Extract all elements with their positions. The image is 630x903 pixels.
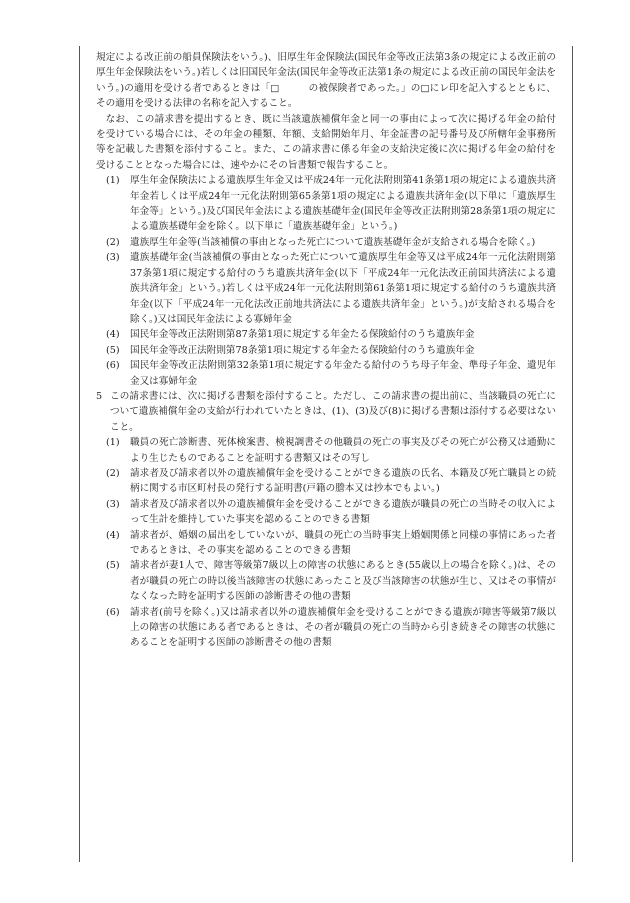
item-text: 厚生年金保険法による遺族厚生年金又は平成24年一元化法附則第41条第1項の規定による遺族共済年金若しくは平成24年一元化法附則第65条第1項の規定による遺族共済年金(以下単に「遺族厚生年金等」という。)及び国民年金法による遺族基礎年金(国民年金等改正法附則第28条第1項の規定による遺族基礎年金を除く。以下単に「遺族基礎年金」という。) [130,175,556,233]
item-text: 国民年金等改正法附則第32条第1項に規定する年金たる給付のうち母子年金、準母子年金、遺児年金又は寡婦年金 [130,360,556,387]
item-text: 請求者及び請求者以外の遺族補償年金を受けることができる遺族の氏名、本籍及び死亡職員との続柄に関する市区町村長の発行する証明書(戸籍の謄本又は抄本でもよい。) [130,467,556,495]
pension-item [96,343,556,358]
section-number: 5 [96,390,103,402]
pension-item [96,327,556,342]
pension-item [96,250,556,327]
item-text: 遺族基礎年金(当該補償の事由となった死亡について遺族厚生年金等又は平成24年一元化法附則第37条第1項に規定する給付のうち遺族共済年金(以下「平成24年一元化法改正前国共済法による遺族共済年金」という。)若しくは平成24年一元化法附則第61条第1項に規定する給付のうち遺族共済年金(以下「平成24年一元化法改正前地共済法による遺族共済年金」という。)が支給される場合を除く。)又は国民年金法による寡婦年金 [130,252,556,325]
pension-item [96,173,556,235]
item-number: (3) [106,252,120,264]
item-text: 国民年金等改正法附則第78条第1項に規定する年金たる保険給付のうち遺族年金 [130,344,475,356]
item-number: (6) [106,606,120,618]
pension-item [96,235,556,250]
pension-list [96,173,556,389]
intro-paragraph: 規定による改正前の船員保険法をいう。)、旧厚生年金保険法(国民年金等改正法第3条の規定による改正前の厚生年金保険法をいう。)若しくは旧国民年金法(国民年金等改正法第1条の規定による改正前の国民年金法をいう。)の適用を受ける者であるときは「□ の被保険者であった。」の□にレ印を記入するとともに、その適用を受ける法律の名称を記入すること。 [96,52,556,110]
item-number: (3) [106,498,120,510]
item-number: (6) [106,360,120,372]
item-number: (5) [106,344,120,356]
item-text: 国民年金等改正法附則第87条第1項に規定する年金たる保険給付のうち遺族年金 [130,329,475,341]
document-item [96,466,556,497]
document-list [96,435,556,651]
right-margin-rule [572,46,573,862]
item-text: 請求者が、婚姻の届出をしていないが、職員の死亡の当時事実上婚姻関係と同様の事情にあった者であるときは、その事実を認めることのできる書類 [130,529,556,556]
item-number: (2) [106,236,120,248]
document-item [96,435,556,466]
item-text: 職員の死亡診断書、死体検案書、検視調書その他職員の死亡の事実及びその死亡が公務又は通勤により生じたものであることを証明する書類又はその写し [130,437,556,464]
nao-paragraph: なお、この請求書を提出するとき、既に当該遺族補償年金と同一の事由によって次に掲げる年金の給付を受けている場合には、その年金の種類、年額、支給開始年月、年金証書の記号番号及び所轄年金事務所等を記載した書類を添付すること。また、この請求書に係る年金の支給決定後に次に掲げる年金の給付を受けることとなった場合には、速やかにその旨書類で報告すること。 [96,113,556,171]
item-text: 請求者及び請求者以外の遺族補償年金を受けることができる遺族が職員の死亡の当時その収入によって生計を維持していた事実を認めることのできる書類 [130,498,556,526]
item-number: (4) [106,529,120,541]
item-text: 遺族厚生年金等(当該補償の事由となった死亡について遺族基礎年金が支給される場合を除く。) [130,236,536,248]
item-text: 請求者が妻1人で、障害等級第7級以上の障害の状態にあるとき(55歳以上の場合を除く。)は、その者が職員の死亡の時以後当該障害の状態にあったこと及び当該障害の状態が生じ、又はその事情がなくなった時を証明する医師の診断書その他の書類 [130,560,556,603]
item-number: (1) [106,175,120,187]
item-number: (2) [106,467,120,479]
section-5 [96,389,556,435]
document-item [96,605,556,651]
pension-item [96,358,556,389]
document-item [96,528,556,559]
item-number: (4) [106,329,120,341]
item-text: 請求者(前号を除く。)又は請求者以外の遺族補償年金を受けることができる遺族が障害等級第7級以上の障害の状態にある者であるときは、その者が職員の死亡の当時から引き続きその障害の状態にあることを証明する医師の診断書その他の書類 [130,606,556,649]
document-body [96,50,556,651]
left-margin-rule [79,46,80,862]
document-item [96,558,556,604]
section-text: この請求書には、次に掲げる書類を添付すること。ただし、この請求書の提出前に、当該職員の死亡について遺族補償年金の支給が行われていたときは、(1)、(3)及び(8)に掲げる書類は添付する必要はないこと。 [110,390,556,433]
item-number: (1) [106,437,120,449]
document-item [96,497,556,528]
item-number: (5) [106,560,120,572]
